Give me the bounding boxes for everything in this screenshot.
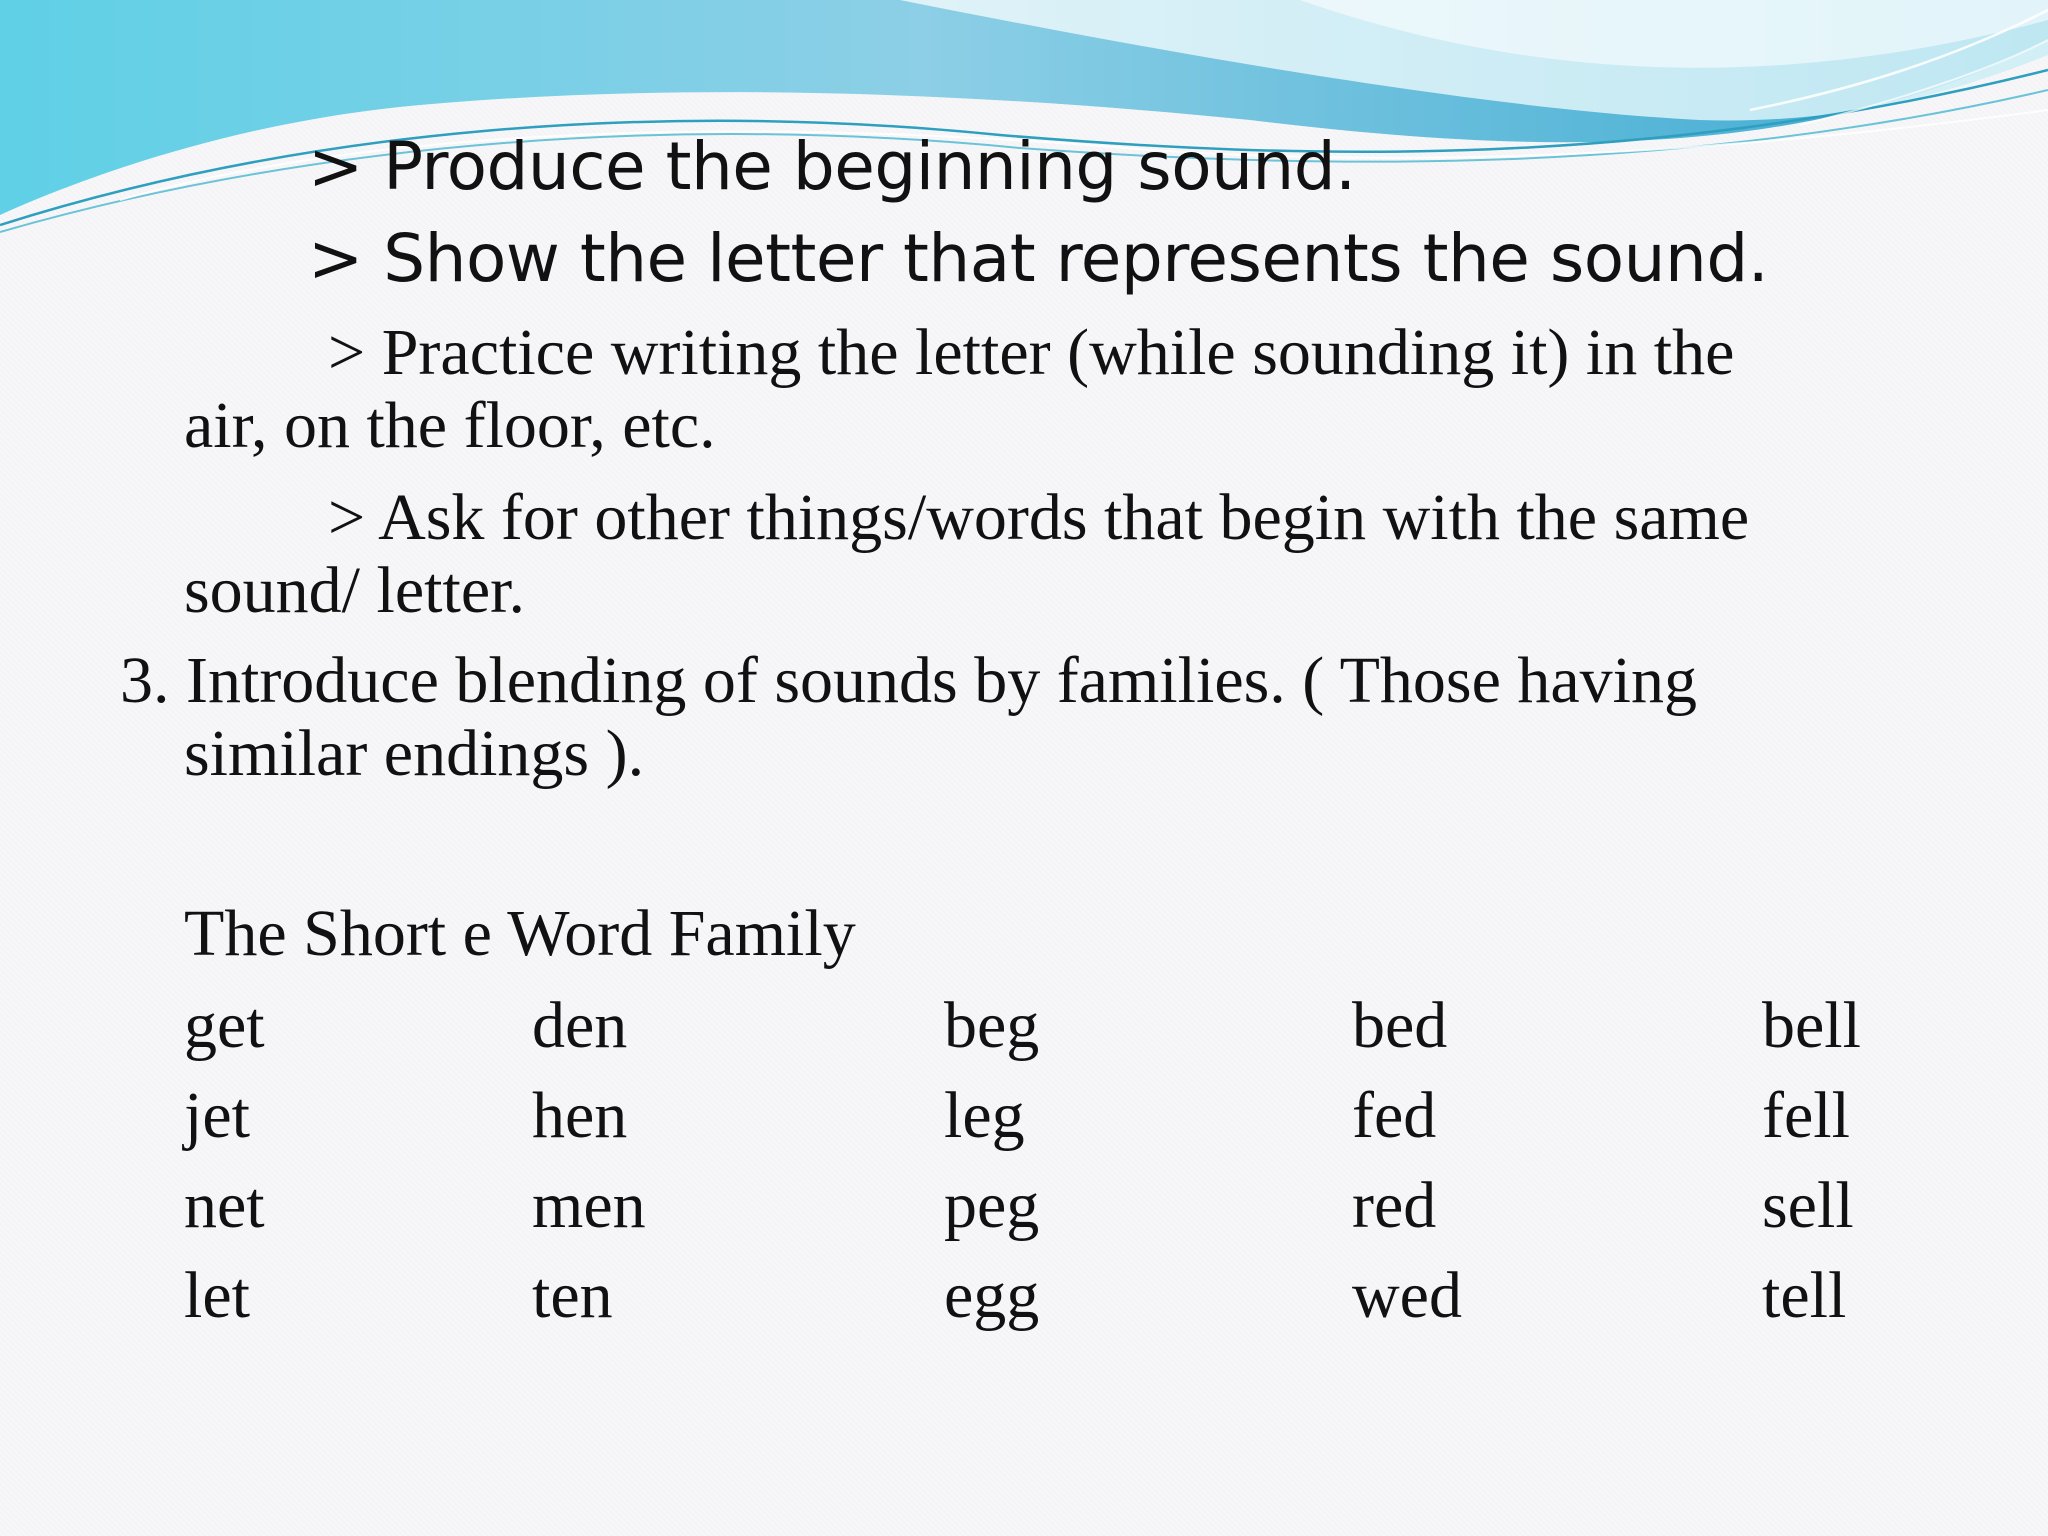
word-cell: beg [944,989,1040,1062]
word-cell: net [184,1169,265,1242]
bullet-ask-line1: > Ask for other things/words that begin with the same [328,481,1750,554]
word-cell: get [184,989,265,1062]
word-cell: bed [1352,989,1448,1062]
word-cell: sell [1762,1169,1854,1242]
step-number: 3. [120,644,170,717]
word-cell: egg [944,1259,1040,1332]
word-family-title: The Short e Word Family [184,897,856,970]
bullet-practice-line1: > Practice writing the letter (while sounding it) in the [328,316,1735,389]
word-cell: tell [1762,1259,1847,1332]
word-cell: men [532,1169,646,1242]
bullet-ask-line2: sound/ letter. [184,554,525,627]
word-cell: fell [1762,1079,1850,1152]
bullet-produce-sound: > Produce the beginning sound. [308,128,1356,205]
step3-line2: similar endings ). [184,717,645,790]
word-cell: den [532,989,628,1062]
word-cell: hen [532,1079,628,1152]
bullet-show-letter: > Show the letter that represents the sound. [308,220,1769,297]
word-cell: fed [1352,1079,1437,1152]
step3-line1: Introduce blending of sounds by families. ( Those having [186,644,1698,717]
word-cell: ten [532,1259,613,1332]
bullet-practice-line2: air, on the floor, etc. [184,389,716,462]
word-cell: bell [1762,989,1861,1062]
word-cell: leg [944,1079,1025,1152]
word-cell: peg [944,1169,1040,1242]
word-cell: wed [1352,1259,1462,1332]
word-cell: jet [184,1079,250,1152]
word-cell: red [1352,1169,1437,1242]
word-cell: let [184,1259,250,1332]
